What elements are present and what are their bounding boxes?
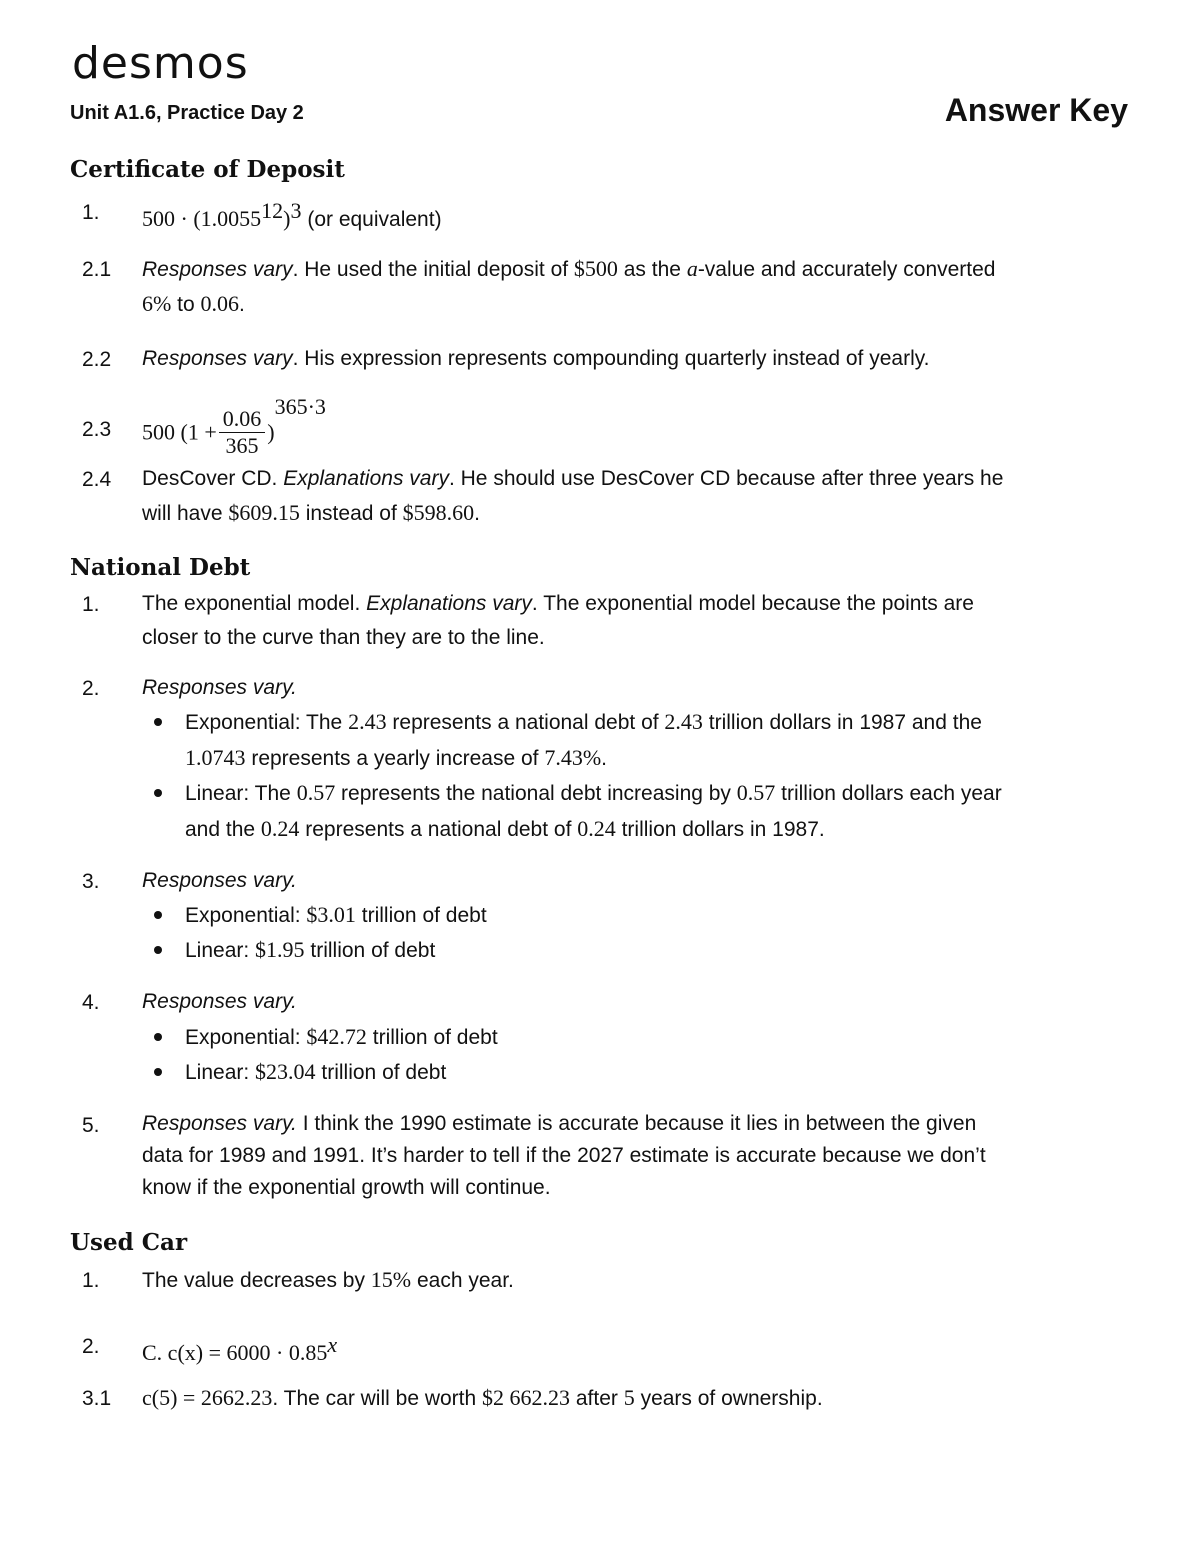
text: data for 1989 and 1991. It’s harder to tell if the 2027 estimate is accurate because we don’t: [142, 1144, 986, 1167]
answer-car-1: [142, 1263, 1132, 1298]
text: represents a yearly increase of: [245, 747, 545, 770]
item-number: 2.1: [82, 258, 112, 281]
math: 5: [623, 1385, 635, 1410]
answer-note: (or equivalent): [307, 208, 442, 231]
answer-car-2: [142, 1328, 1132, 1371]
text: represents a national debt of: [299, 818, 578, 841]
section-title-cd: Certificate of Deposit: [70, 156, 345, 183]
bullet-item: [150, 1054, 1130, 1090]
text: trillion of debt: [304, 939, 436, 962]
math-exponent: 365·3: [274, 394, 326, 419]
math: 7.43%: [544, 745, 602, 770]
text: The value decreases by: [142, 1269, 371, 1292]
item-number: 1.: [82, 593, 100, 616]
fraction: [219, 406, 266, 459]
text: . He used the initial deposit of: [292, 258, 574, 281]
math: $23.04: [255, 1059, 316, 1084]
math: $42.72: [306, 1024, 367, 1049]
math-exponent: 12: [261, 198, 284, 223]
desmos-logo: desmos: [72, 38, 249, 89]
math-expression: 500 (1 +: [142, 419, 217, 445]
item-number: 3.1: [82, 1387, 112, 1410]
text: instead of: [299, 502, 403, 525]
math: c(5) = 2662.23: [142, 1385, 273, 1410]
math: $2 662.23: [482, 1385, 571, 1410]
text: to: [171, 293, 201, 316]
text: .: [601, 747, 607, 770]
item-number: 3.: [82, 870, 100, 893]
text: know if the exponential growth will continue.: [142, 1176, 551, 1199]
text: . He should use DesCover CD because after three years he: [448, 467, 1004, 490]
math: 2.43: [348, 709, 387, 734]
text: closer to the curve than they are to the line.: [142, 626, 545, 649]
item-number: 4.: [82, 991, 100, 1014]
answer-cd-2-1: [142, 252, 1132, 322]
item-number: 2.: [82, 677, 100, 700]
math: 0.57: [736, 780, 776, 805]
math: 6%: [142, 291, 172, 316]
lead-italic: Responses vary: [142, 347, 293, 370]
text: -value and accurately converted: [697, 258, 996, 281]
math-paren: ): [267, 419, 275, 445]
text: The exponential model.: [142, 592, 367, 615]
item-number: 1.: [82, 201, 100, 224]
math: $3.01: [306, 902, 356, 927]
text: . The exponential model because the points are: [531, 592, 974, 615]
math: 0.57: [296, 780, 336, 805]
text: represents the national debt increasing by: [335, 782, 737, 805]
text: .: [474, 502, 480, 525]
text: Exponential: The: [185, 711, 349, 734]
answer-debt-3-lead: [142, 864, 1132, 898]
section-title-car: Used Car: [70, 1229, 188, 1256]
bullet-item: [150, 704, 1130, 776]
lead-italic: Explanations vary: [366, 592, 532, 615]
text: represents a national debt of: [386, 711, 665, 734]
answer-cd-1: [142, 194, 1132, 237]
text: years of ownership.: [634, 1387, 823, 1410]
text: trillion dollars each year: [775, 782, 1002, 805]
text: after: [570, 1387, 624, 1410]
text: trillion of debt: [366, 1026, 498, 1049]
answer-debt-5: [142, 1108, 1132, 1204]
math: $1.95: [255, 937, 305, 962]
math: 0.06: [200, 291, 240, 316]
math-paren: ): [283, 206, 291, 231]
math: a: [686, 256, 698, 281]
text: Exponential:: [185, 904, 307, 927]
math: 0.24: [577, 816, 616, 841]
text: and the: [185, 818, 261, 841]
lead-italic: Explanations vary: [283, 467, 449, 490]
text: each year.: [411, 1269, 514, 1292]
bullet-item: [150, 932, 1130, 968]
section-title-debt: National Debt: [70, 554, 251, 581]
math: 1.0743: [185, 745, 246, 770]
lead-italic: Responses vary.: [142, 990, 297, 1013]
bullet-item: [150, 897, 1130, 933]
answer-key-heading: Answer Key: [944, 92, 1128, 128]
math: $609.15: [228, 500, 300, 525]
item-number: 2.: [82, 1335, 100, 1358]
math-exponent: 3: [290, 198, 302, 223]
text: trillion of debt: [355, 904, 487, 927]
math: $598.60: [402, 500, 475, 525]
text: I think the 1990 estimate is accurate because it lies in between the given: [296, 1112, 977, 1135]
item-number: 2.2: [82, 348, 112, 371]
lead-italic: Responses vary: [142, 258, 293, 281]
math: 0.24: [260, 816, 300, 841]
answer-debt-2-lead: [142, 671, 1132, 705]
bullet-item: [150, 775, 1130, 847]
text: Linear: The: [185, 782, 297, 805]
math: 2.43: [664, 709, 703, 734]
numerator: 0.06: [219, 406, 266, 433]
answer-car-3-1: [142, 1381, 1132, 1416]
bullet-item: [150, 1019, 1130, 1055]
item-number: 1.: [82, 1269, 100, 1292]
text: .: [239, 293, 245, 316]
text: will have: [142, 502, 229, 525]
text: as the: [617, 258, 687, 281]
lead-italic: Responses vary.: [142, 676, 297, 699]
denominator: 365: [225, 432, 259, 458]
math: $500: [573, 256, 618, 281]
lead-italic: Responses vary.: [142, 869, 297, 892]
answer-cd-2-2: [142, 342, 1132, 376]
math: 15%: [370, 1267, 412, 1292]
unit-title: Unit A1.6, Practice Day 2: [70, 102, 304, 124]
answer-debt-4-lead: [142, 985, 1132, 1019]
text: Linear:: [185, 939, 256, 962]
answer-debt-1: [142, 587, 1132, 655]
text: Linear:: [185, 1061, 256, 1084]
answer-cd-2-4: [142, 462, 1132, 531]
item-number: 2.4: [82, 468, 112, 491]
lead-italic: Responses vary.: [142, 1112, 297, 1135]
text: . The car will be worth: [272, 1387, 483, 1410]
math-exponent: x: [327, 1332, 338, 1357]
text: DesCover CD.: [142, 467, 284, 490]
math-expression: 500 · (1.0055: [142, 206, 262, 231]
answer-cd-2-3: [142, 394, 326, 459]
text: trillion of debt: [315, 1061, 447, 1084]
text: trillion dollars in 1987.: [615, 818, 825, 841]
text: trillion dollars in 1987 and the: [702, 711, 982, 734]
math-expression: C. c(x) = 6000 · 0.85: [142, 1340, 328, 1365]
text: Exponential:: [185, 1026, 307, 1049]
text: . His expression represents compounding quarterly instead of yearly.: [292, 347, 930, 370]
item-number: 2.3: [82, 418, 112, 441]
item-number: 5.: [82, 1114, 100, 1137]
